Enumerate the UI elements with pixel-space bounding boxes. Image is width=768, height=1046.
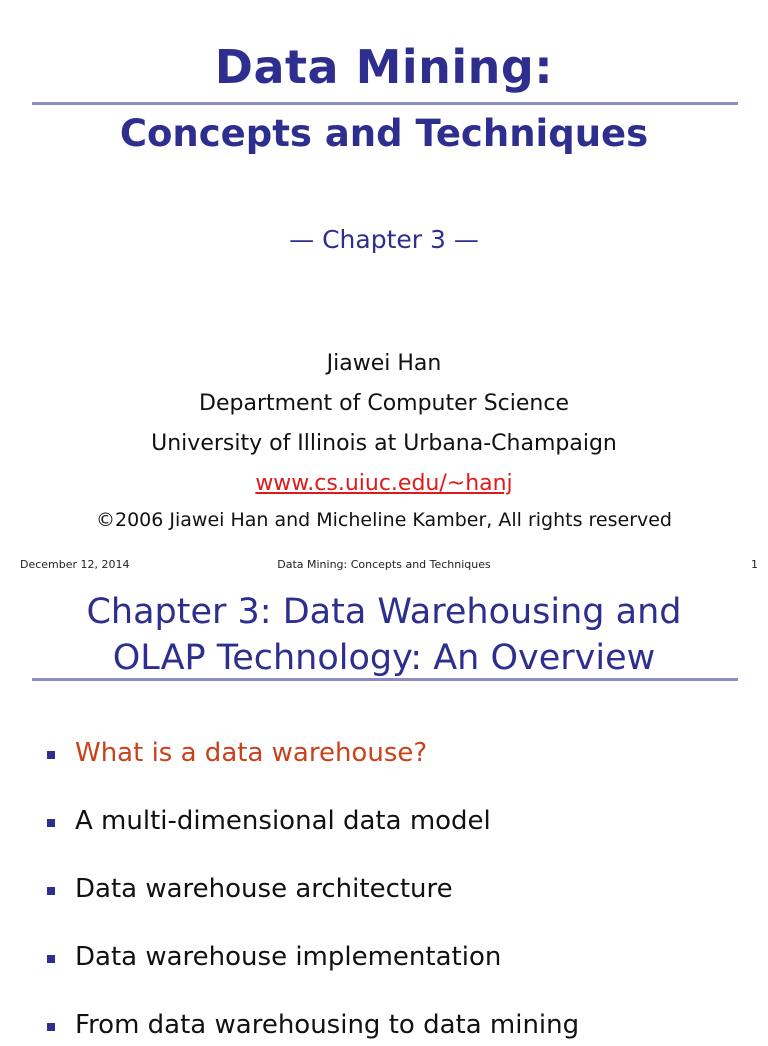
square-bullet-icon [47,1023,55,1031]
title-divider [32,102,738,105]
footer-title: Data Mining: Concepts and Techniques [277,558,491,571]
list-item-text: What is a data warehouse? [75,738,428,768]
overview-title-line-1: Chapter 3: Data Warehousing and [86,592,682,632]
author-department: Department of Computer Science [199,391,569,416]
homepage-link[interactable]: www.cs.uiuc.edu/~hanj [255,471,513,496]
list-item-text: Data warehouse architecture [75,874,453,904]
list-item-text: Data warehouse implementation [75,942,502,972]
footer-date: December 12, 2014 [20,558,130,571]
footer-page-number: 1 [751,558,758,571]
overview-title [0,589,768,681]
square-bullet-icon [47,955,55,963]
author-university: University of Illinois at Urbana-Champaign [151,431,617,456]
overview-slide [0,580,768,1040]
slide-title: Data Mining: [214,40,554,94]
square-bullet-icon [47,819,55,827]
list-item-text: A multi-dimensional data model [75,806,491,836]
homepage-link-line [0,471,768,496]
overview-title-line-2: OLAP Technology: An Overview [112,638,656,678]
square-bullet-icon [47,887,55,895]
copyright-notice: ©2006 Jiawei Han and Micheline Kamber, All rights reserved [95,509,672,531]
square-bullet-icon [47,751,55,759]
list-item-text: From data warehousing to data mining [75,1010,580,1040]
chapter-label: — Chapter 3 — [289,225,479,254]
slide-subtitle: Concepts and Techniques [119,112,649,155]
overview-divider [32,678,738,681]
author-name: Jiawei Han [326,351,442,376]
